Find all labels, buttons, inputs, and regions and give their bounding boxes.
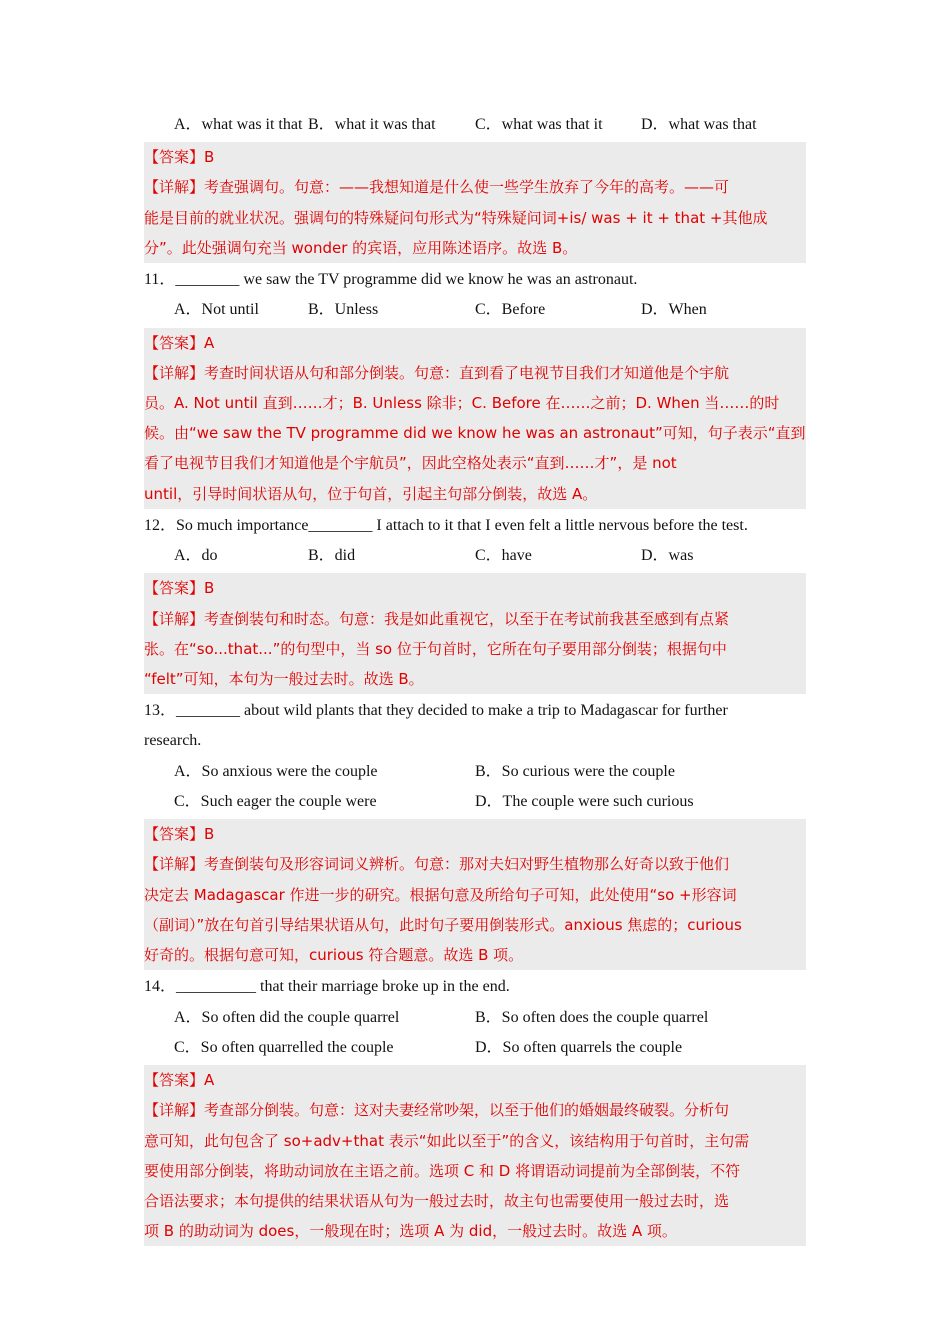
answer-label: 【答案】B <box>144 825 215 844</box>
q12-option-b: B．did <box>308 547 356 565</box>
q12-option-a: A．do <box>174 547 218 565</box>
q10-option-c: C．what was that it <box>475 116 603 133</box>
q14-option-c: C．So often quarrelled the couple <box>174 1038 394 1056</box>
answer-label: 【答案】A <box>144 1071 215 1090</box>
explanation-line: 项 B 的助动词为 does，一般现在时；选项 A 为 did，一般过去时。故选 A 项。 <box>144 1222 677 1241</box>
q12-stem: 12．So much importance________ I attach to it that I even felt a little nervous before the test. <box>144 516 748 534</box>
explanation-line: 张。在“so...that...”的句型中，当 so 位于句首时，它所在句子要用部分倒装；根据句中 <box>144 639 727 658</box>
explanation-line: 合语法要求；本句提供的结果状语从句为一般过去时，故主句也需要使用一般过去时，选 <box>144 1191 730 1210</box>
q11-options <box>144 295 806 325</box>
q14-stem: 14．__________ that their marriage broke up in the end. <box>144 978 510 996</box>
explanation-line: （副词）”放在句首引导结果状语从句，此时句子要用倒装形式。anxious 焦虑的；curious <box>144 915 742 934</box>
explanation-line: 【详解】考查时间状语从句和部分倒装。句意：直到看了电视节目我们才知道他是个宇航 <box>144 363 730 382</box>
q11-option-d: D．When <box>641 301 707 319</box>
q12-option-d: D．was <box>641 547 694 565</box>
q12-answer-block <box>144 573 806 694</box>
q10-option-d: D．what was that <box>641 116 757 133</box>
q14-option-d: D．So often quarrels the couple <box>475 1038 683 1056</box>
q14-option-a: A．So often did the couple quarrel <box>174 1008 400 1026</box>
q12-option-c: C．have <box>475 547 532 565</box>
answer-label: 【答案】B <box>144 148 215 167</box>
q13-options-row-2 <box>144 787 806 817</box>
q13-stem-line: 13．________ about wild plants that they decided to make a trip to Madagascar for further <box>144 702 728 720</box>
q12-options <box>144 541 806 571</box>
q14-options-row-2 <box>144 1033 806 1063</box>
explanation-line: 意可知，此句包含了 so+adv+that 表示“如此以至于”的含义，该结构用于句首时，主句需 <box>144 1131 750 1150</box>
q10-option-b: B．what it was that <box>308 116 436 133</box>
explanation-line: “felt”可知，本句为一般过去时。故选 B。 <box>144 669 424 688</box>
document-page <box>144 110 806 1248</box>
explanation-line: 决定去 Madagascar 作进一步的研究。根据句意及所给句子可知，此处使用“so +形容词 <box>144 885 737 904</box>
q13-answer-block <box>144 819 806 970</box>
explanation-line: 员。A. Not until 直到……才；B. Unless 除非；C. Before 在……之前；D. When 当……的时 <box>144 394 780 413</box>
q11-option-c: C．Before <box>475 301 546 319</box>
q11-option-a: A．Not until <box>174 301 259 319</box>
explanation-line: 【详解】考查强调句。句意：——我想知道是什么使一些学生放弃了今年的高考。——可 <box>144 178 730 197</box>
q13-stem-line: research. <box>144 732 202 750</box>
q11-stem: 11．________ we saw the TV programme did we know he was an astronaut. <box>144 271 638 289</box>
q13-option-b: B．So curious were the couple <box>475 762 675 780</box>
explanation-line: 候。由“we saw the TV programme did we know he was an astronaut”可知，句子表示“直到 <box>144 424 806 443</box>
q10-answer-block <box>144 142 806 263</box>
explanation-line: 分”。此处强调句充当 wonder 的宾语，应用陈述语序。故选 B。 <box>144 238 578 257</box>
explanation-line: 看了电视节目我们才知道他是个宇航员”，因此空格处表示“直到……才”，是 not <box>144 454 677 473</box>
q14-option-b: B．So often does the couple quarrel <box>475 1008 709 1026</box>
explanation-line: 【详解】考查倒装句和时态。句意：我是如此重视它，以至于在考试前我甚至感到有点紧 <box>144 609 730 628</box>
q13-option-a: A．So anxious were the couple <box>174 762 378 780</box>
q10-options <box>144 110 806 140</box>
explanation-line: 能是目前的就业状况。强调句的特殊疑问句形式为“特殊疑问词+is/ was + it + that +其他成 <box>144 208 768 227</box>
q13-options-row-1 <box>144 757 806 787</box>
q14-options-row-1 <box>144 1003 806 1033</box>
explanation-line: 【详解】考查部分倒装。句意：这对夫妻经常吵架，以至于他们的婚姻最终破裂。分析句 <box>144 1101 730 1120</box>
explanation-line: 好奇的。根据句意可知，curious 符合题意。故选 B 项。 <box>144 946 524 965</box>
q13-option-d: D．The couple were such curious <box>475 793 694 810</box>
q11-option-b: B．Unless <box>308 301 379 319</box>
q10-option-a: A．what was it that <box>174 116 303 133</box>
answer-label: 【答案】A <box>144 333 215 352</box>
explanation-line: 要使用部分倒装，将助动词放在主语之前。选项 C 和 D 将谓语动词提前为全部倒装，不符 <box>144 1161 741 1180</box>
answer-label: 【答案】B <box>144 579 215 598</box>
q13-option-c: C．Such eager the couple were <box>174 793 377 810</box>
q11-answer-block <box>144 328 806 509</box>
explanation-line: 【详解】考查倒装句及形容词词义辨析。句意：那对夫妇对野生植物那么好奇以致于他们 <box>144 855 730 874</box>
q14-answer-block <box>144 1065 806 1246</box>
explanation-line: until，引导时间状语从句，位于句首，引起主句部分倒装，故选 A。 <box>144 484 598 503</box>
